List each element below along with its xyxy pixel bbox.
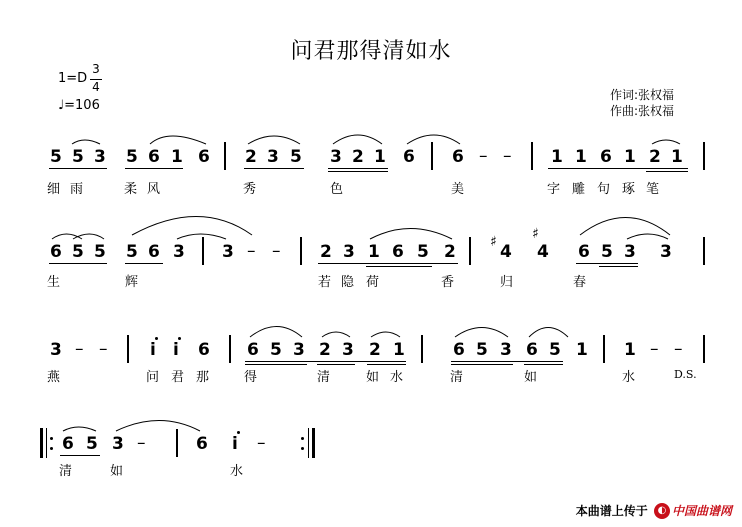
lyric: 若 xyxy=(318,275,332,290)
lyric: 句 xyxy=(597,182,611,197)
note: 1 xyxy=(671,147,683,167)
bar-line xyxy=(421,335,423,363)
note: 3 xyxy=(330,147,342,167)
note: 1 xyxy=(575,147,587,167)
lyric: 风 xyxy=(147,182,161,197)
lyric: 水 xyxy=(390,370,404,385)
slur xyxy=(63,427,96,431)
note: 5 xyxy=(72,147,84,167)
dash: – xyxy=(99,339,108,359)
repeat-start-thin-bar xyxy=(46,428,47,458)
site-logo-icon: ◐ xyxy=(654,503,670,519)
lyricist-credit: 作词:张权福 xyxy=(610,88,675,102)
slur xyxy=(627,234,668,239)
high-octave-dot xyxy=(155,337,158,340)
bar-line xyxy=(703,335,705,363)
dash: – xyxy=(674,339,683,359)
note: 6 xyxy=(578,242,590,262)
dash: – xyxy=(650,339,659,359)
note: 5 xyxy=(72,242,84,262)
slur xyxy=(371,332,400,337)
slur xyxy=(52,234,82,239)
beam xyxy=(125,168,183,169)
repeat-end-thin-bar xyxy=(308,428,309,458)
note: 5 xyxy=(86,434,98,454)
note: 2 xyxy=(649,147,661,167)
bar-line xyxy=(176,429,178,457)
note: 6 xyxy=(403,147,415,167)
bar-line xyxy=(603,335,605,363)
tempo-value: =106 xyxy=(64,98,100,113)
lyric: 隐 xyxy=(341,275,355,290)
note: 3 xyxy=(343,242,355,262)
beam xyxy=(318,263,458,264)
note: 2 xyxy=(319,340,331,360)
lyric: 字 xyxy=(547,182,561,197)
lyric: 清 xyxy=(450,370,464,385)
slur xyxy=(116,421,200,432)
lyric: 秀 xyxy=(243,182,257,197)
lyric: 燕 xyxy=(47,370,61,385)
note: 2 xyxy=(320,242,332,262)
lyric: 春 xyxy=(573,275,587,290)
beam xyxy=(599,266,638,267)
note: 2 xyxy=(444,242,456,262)
bar-line xyxy=(224,142,226,170)
lyric: 笔 xyxy=(646,182,660,197)
lyric: 清 xyxy=(317,370,331,385)
note: 3 xyxy=(50,340,62,360)
note: 5 xyxy=(126,147,138,167)
dash: – xyxy=(247,241,256,261)
beam xyxy=(244,168,304,169)
slur xyxy=(529,328,568,338)
beam xyxy=(328,171,388,172)
slur xyxy=(72,140,100,144)
lyric: 君 xyxy=(171,370,185,385)
note: 6 xyxy=(600,147,612,167)
repeat-dot xyxy=(50,437,53,440)
note: 1 xyxy=(374,147,386,167)
note: 3 xyxy=(222,242,234,262)
note: 1 xyxy=(171,147,183,167)
beam xyxy=(125,263,163,264)
bar-line xyxy=(531,142,533,170)
bar-line xyxy=(703,142,705,170)
beam xyxy=(245,361,406,362)
note: i xyxy=(232,434,238,454)
high-octave-dot xyxy=(237,431,240,434)
beam xyxy=(576,263,638,264)
dal-segno-marking: D.S. xyxy=(674,368,697,381)
lyric: 如 xyxy=(110,464,124,479)
note: 6 xyxy=(62,434,74,454)
note: 3 xyxy=(267,147,279,167)
lyric: 雕 xyxy=(572,182,586,197)
bar-line xyxy=(703,237,705,265)
repeat-start-thick-bar xyxy=(40,428,43,458)
note: 6 xyxy=(452,147,464,167)
lyric: 那 xyxy=(196,370,210,385)
beam xyxy=(49,263,107,264)
beam xyxy=(49,168,107,169)
beam xyxy=(451,361,563,362)
song-title: 问君那得清如水 xyxy=(290,39,452,64)
beam xyxy=(328,168,388,169)
dash: – xyxy=(257,433,266,453)
beam xyxy=(60,455,100,456)
lyric: 荷 xyxy=(366,275,380,290)
slur xyxy=(150,136,206,144)
note: 1 xyxy=(368,242,380,262)
note: 5 xyxy=(601,242,613,262)
slur xyxy=(132,217,252,236)
note: 4 xyxy=(537,242,549,262)
lyric: 琢 xyxy=(622,182,636,197)
lyric: 如 xyxy=(366,370,380,385)
lyric: 雨 xyxy=(70,182,84,197)
lyric: 水 xyxy=(622,370,636,385)
note: 5 xyxy=(476,340,488,360)
note: 2 xyxy=(352,147,364,167)
bar-line xyxy=(469,237,471,265)
bar-line xyxy=(431,142,433,170)
sharp-icon: ♯ xyxy=(532,226,539,242)
time-signature-bottom: 4 xyxy=(92,80,100,94)
bar-line xyxy=(229,335,231,363)
composer-credit: 作曲:张权福 xyxy=(610,104,675,118)
lyric: 得 xyxy=(244,370,258,385)
note: 3 xyxy=(342,340,354,360)
footer-label: 本曲谱上传于 xyxy=(575,503,648,518)
repeat-end-thick-bar xyxy=(312,428,315,458)
note: 5 xyxy=(270,340,282,360)
repeat-dot xyxy=(301,437,304,440)
note: 3 xyxy=(112,434,124,454)
lyric: 问 xyxy=(146,370,160,385)
note: 6 xyxy=(50,242,62,262)
beam xyxy=(524,364,563,365)
slur xyxy=(652,140,680,144)
dash: – xyxy=(75,339,84,359)
lyric: 清 xyxy=(59,464,73,479)
note: 6 xyxy=(148,242,160,262)
note: 3 xyxy=(94,147,106,167)
note: 4 xyxy=(500,242,512,262)
note: 6 xyxy=(453,340,465,360)
note: 3 xyxy=(500,340,512,360)
note: 2 xyxy=(369,340,381,360)
slur xyxy=(407,135,460,144)
slur xyxy=(333,135,382,144)
time-signature-top: 3 xyxy=(92,62,100,76)
lyric: 柔 xyxy=(124,182,138,197)
note: 5 xyxy=(290,147,302,167)
sharp-icon: ♯ xyxy=(490,234,497,250)
lyric: 如 xyxy=(524,370,538,385)
beam xyxy=(548,168,688,169)
dash: – xyxy=(272,241,281,261)
lyric: 水 xyxy=(230,464,244,479)
lyric: 细 xyxy=(47,182,61,197)
note: 6 xyxy=(196,434,208,454)
note: 6 xyxy=(526,340,538,360)
beam xyxy=(646,171,688,172)
beam xyxy=(245,364,307,365)
note: 6 xyxy=(198,147,210,167)
lyric: 香 xyxy=(441,275,455,290)
note: 2 xyxy=(245,147,257,167)
beam xyxy=(451,364,513,365)
high-octave-dot xyxy=(178,337,181,340)
note: i xyxy=(173,340,179,360)
note: 3 xyxy=(624,242,636,262)
note: 6 xyxy=(247,340,259,360)
dash: – xyxy=(137,433,146,453)
tempo-marking xyxy=(58,98,100,113)
slur xyxy=(248,136,300,144)
note: 6 xyxy=(198,340,210,360)
footer-upload-credit xyxy=(576,502,732,520)
bar-line xyxy=(202,237,204,265)
note: 6 xyxy=(148,147,160,167)
note: 5 xyxy=(126,242,138,262)
slur xyxy=(370,229,452,240)
note: 1 xyxy=(393,340,405,360)
repeat-dot xyxy=(301,447,304,450)
slur xyxy=(250,327,302,338)
note: i xyxy=(150,340,156,360)
note: 1 xyxy=(576,340,588,360)
beam xyxy=(366,266,432,267)
note: 5 xyxy=(94,242,106,262)
lyric: 归 xyxy=(500,275,514,290)
bar-line xyxy=(127,335,129,363)
note: 3 xyxy=(660,242,672,262)
lyric: 生 xyxy=(47,275,61,290)
note: 3 xyxy=(293,340,305,360)
repeat-dot xyxy=(50,447,53,450)
slur xyxy=(73,234,104,239)
note: 5 xyxy=(50,147,62,167)
note: 6 xyxy=(392,242,404,262)
slur xyxy=(580,218,670,236)
quarter-note-icon: ♩ xyxy=(58,98,65,113)
note: 1 xyxy=(551,147,563,167)
key-signature: 1=D xyxy=(58,71,88,86)
slur xyxy=(455,328,508,338)
lyric: 美 xyxy=(451,182,465,197)
dash: – xyxy=(479,146,488,166)
site-name[interactable]: 中国曲谱网 xyxy=(671,503,732,518)
bar-line xyxy=(300,237,302,265)
note: 1 xyxy=(624,147,636,167)
note: 5 xyxy=(549,340,561,360)
dash: – xyxy=(503,146,512,166)
note: 1 xyxy=(624,340,636,360)
note: 3 xyxy=(173,242,185,262)
lyric: 色 xyxy=(330,182,344,197)
slur xyxy=(322,332,350,337)
note: 5 xyxy=(417,242,429,262)
beam xyxy=(317,364,355,365)
beam xyxy=(367,364,406,365)
lyric: 辉 xyxy=(125,275,139,290)
